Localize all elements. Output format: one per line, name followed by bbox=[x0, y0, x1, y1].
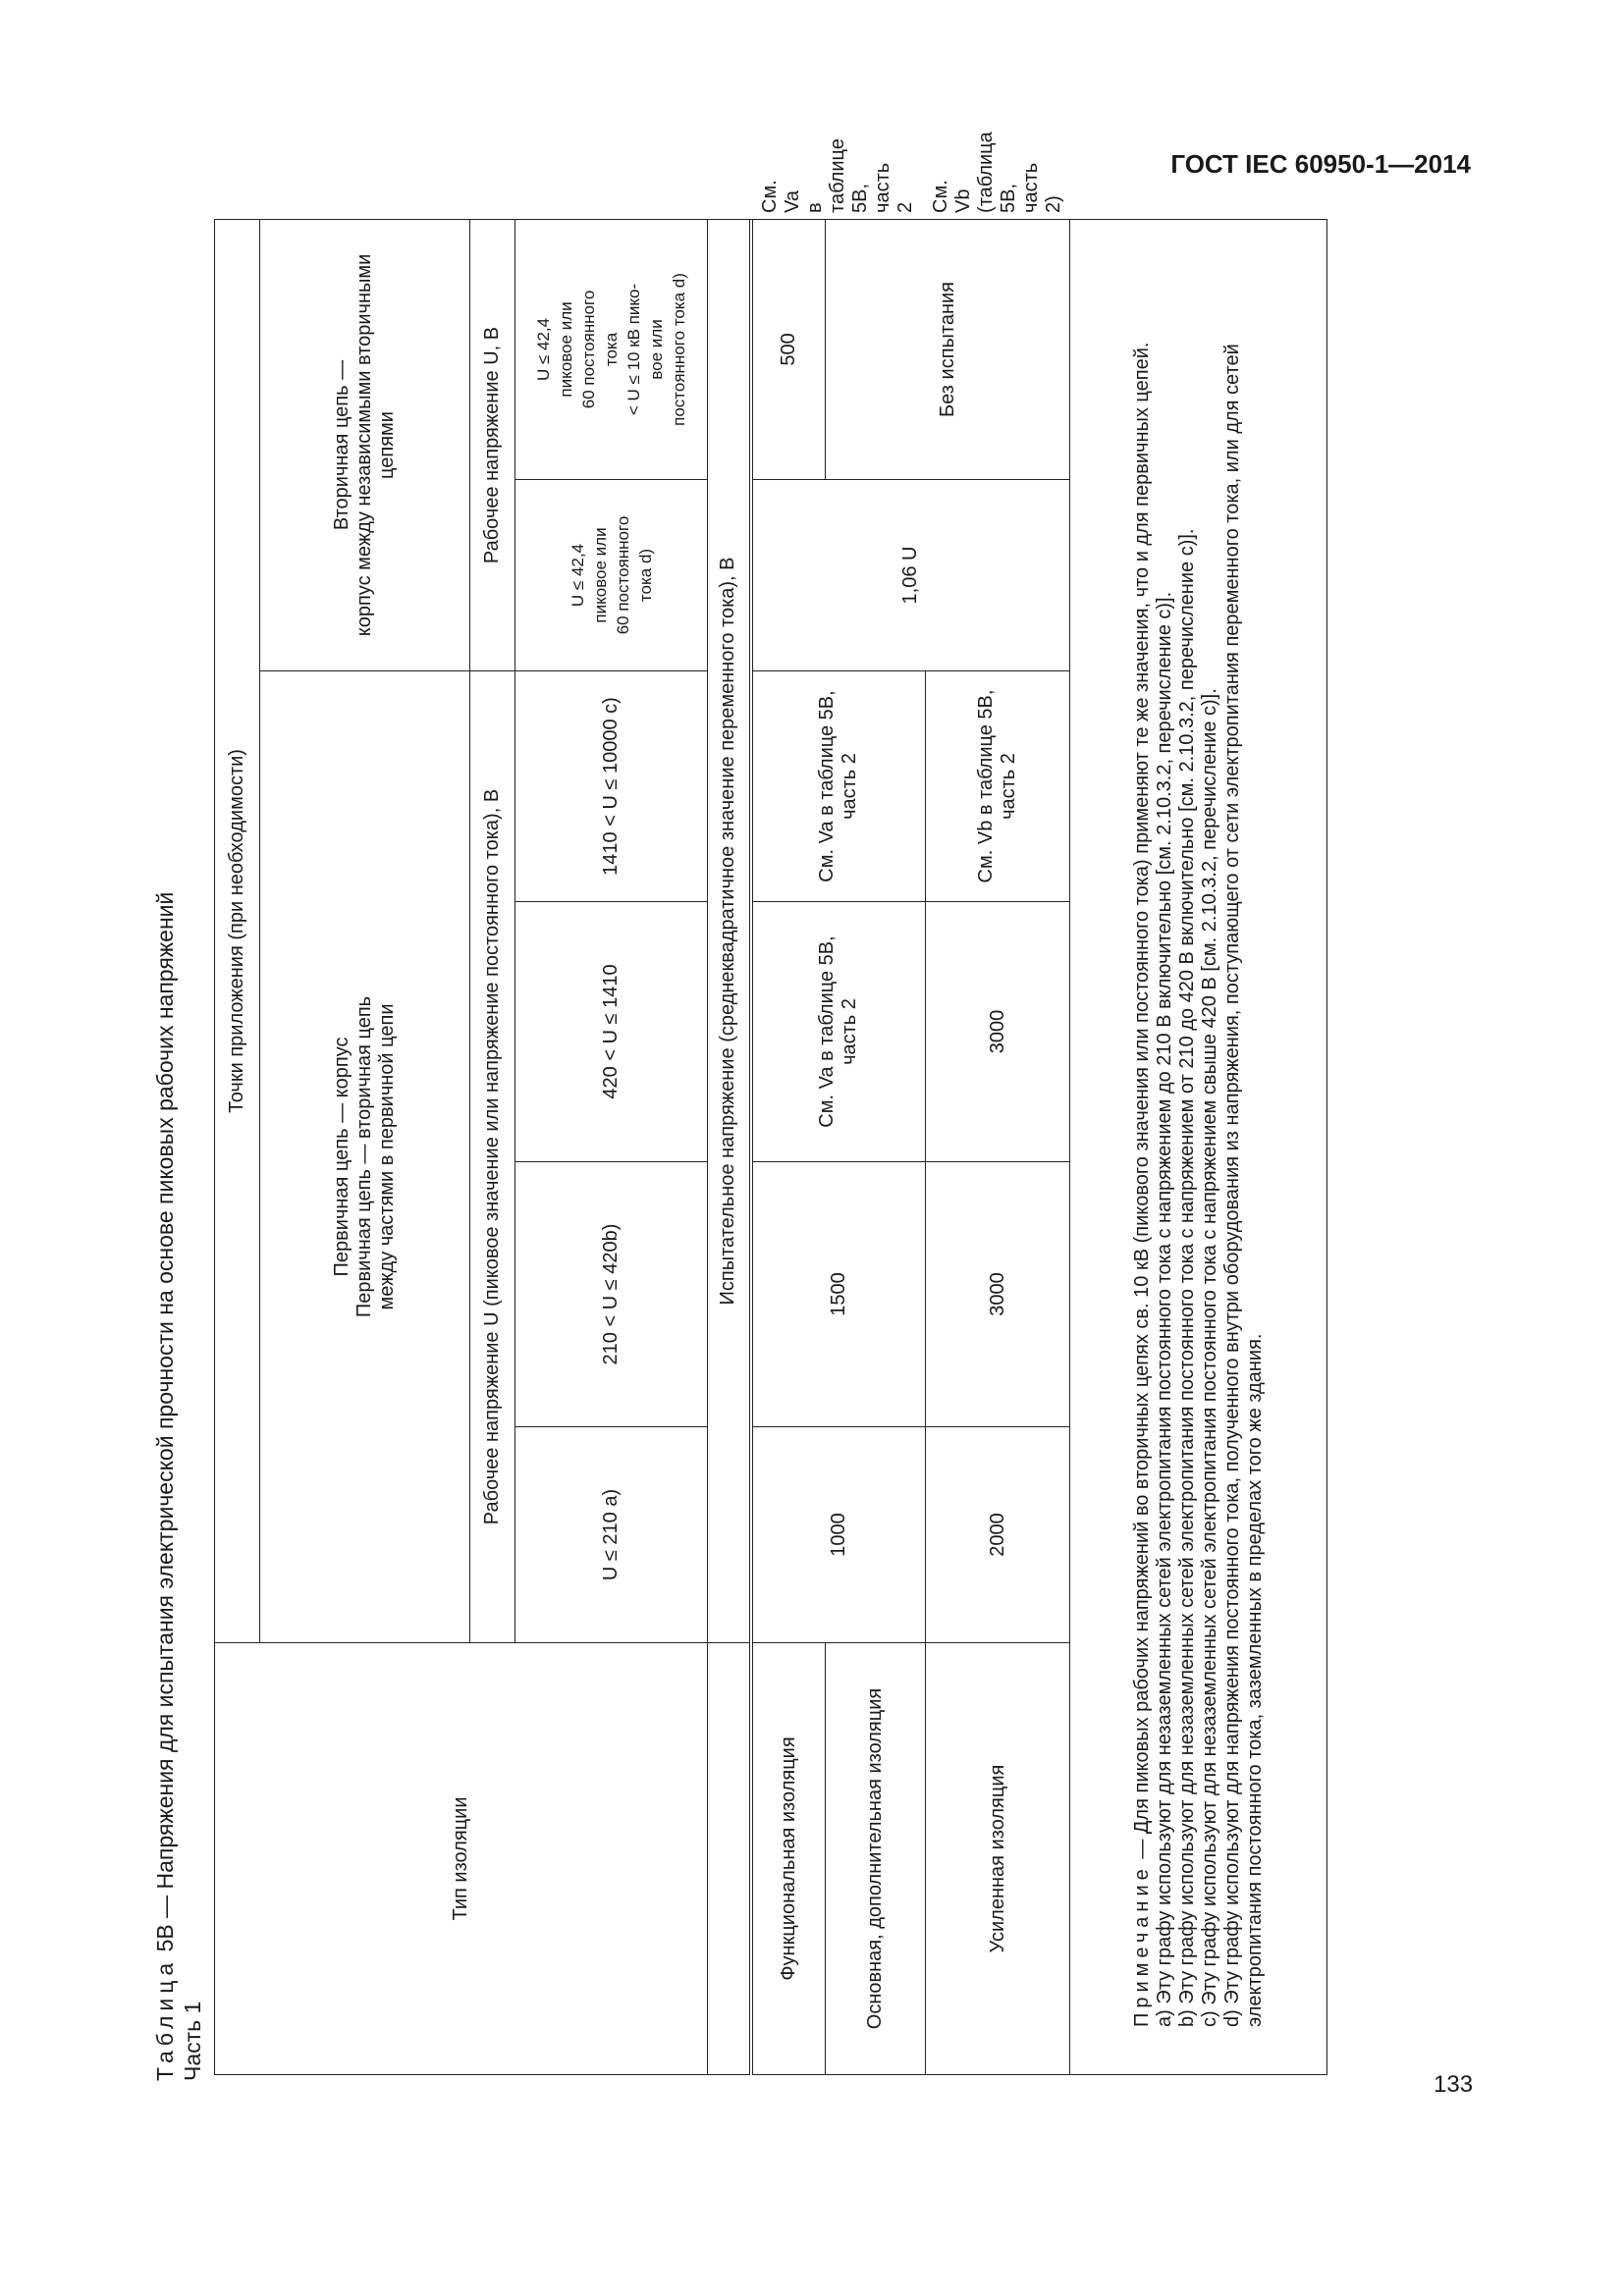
primary-circuit-header: Первичная цепь — корпус Первичная цепь — вторичная цепь между частями в первичной цепи bbox=[260, 671, 470, 1643]
cell-reinforced-r4: См. Vb в таблице 5В, часть 2 bbox=[926, 671, 1070, 902]
table-title-text: 5В — Напряжения для испытания электрической прочности на основе пиковых рабочих напряжений bbox=[152, 891, 178, 1952]
cell-functional-basic-r3: См. Va в таблице 5В, часть 2 bbox=[751, 902, 926, 1162]
range-u-le-210: U ≤ 210 a) bbox=[515, 1427, 708, 1643]
cell-functional-sec-low: 500 bbox=[751, 219, 826, 479]
cell-functional-basic-r4: См. Va в таблице 5В, часть 2 bbox=[751, 671, 926, 902]
footnote-d: d) Эту графу используют для напряжения постоянного тока, полученного внутри оборудования из напряжения, поступающего от сети электропитания переменного тока, или для сетей электропитания постоянного тока, заземленных в пределах того же здания. bbox=[1220, 344, 1266, 2027]
range-420-1410: 420 < U ≤ 1410 bbox=[515, 902, 708, 1162]
secondary-circuit-header: Вторичная цепь — корпус между независимыми вторичными цепями bbox=[260, 219, 470, 670]
footnote-c: c) Эту графу используют для незаземленных сетей электропитания постоянного тока с напряжением свыше 420 В [см. 2.10.3.2, перечисление с)]. bbox=[1198, 688, 1220, 2027]
footnote-b: b) Эту графу используют для незаземленных сетей электропитания постоянного тока с напряжением от 210 до 420 В включительно [см. 2.10.3.2, перечисление с)]. bbox=[1175, 528, 1198, 2027]
test-voltage-header: Испытательное напряжение (среднеквадратичное значение переменного тока), В bbox=[708, 219, 751, 1642]
table-label: Таблица bbox=[152, 1957, 178, 2081]
voltage-table: Тип изоляции Точки приложения (при необходимости) Первичная цепь — корпус Первичная цепь — вторичная цепь между частями в первичной цепи Вторичная цепь — корпус между независимыми вторичными цепями Рабочее напряжение U (пиковое значение или напряжение постоянного тока), В Рабочее напряжение U, В U ≤ 210 a) 210 < U ≤ 420b) 420 < U ≤ 1410 1410 < U ≤ 10000 c) U ≤ 42,4 пиковое или 60 постоянного тока d) U ≤ 42,4 пиковое или 60 постоянного тока < U ≤ 10 кВ пико- вое или постоянного тока d) Испытательное напряжение (среднеквадратичное значение переменного тока), В Функциональная изоляция 1000 1500 См. Va в таблице 5В, часть 2 См. Va в таблице 5В, часть 2 1,06 U 500 См. Va в таблице 5В, часть 2 Основная, дополнительная изоляция Без испытания Усиленная изоляция 2000 3000 3000 См. Vb в таблице 5В, часть 2 См. Vb (таблица 5В, часть 2) Примечание — Для пиковых рабочих напряжений во вторичных цепях св. 10 кВ (пикового значения или постоянного тока) применяют те же значения, что и для первичных цепей. a) Эту графу используют для незаземленных сетей электропитания постоянного тока с напряжением до 210 В включительно [см. 2.10.3.2, перечисление с)]. b) Эту графу используют для незаземленных сетей электропитания постоянного тока с напряжением от 210 до 420 В включительно [см. 2.10.3.2, перечисление с)]. c) Эту графу используют для незаземленных сетей электропитания постоянного тока с напряжением свыше 420 В [см. 2.10.3.2, перечисление с)]. d) Эту графу используют для напряжения постоянного тока, полученного внутри оборудования из напряжения, поступающего от сети электропитания переменного тока, или для сетей электропитания постоянного тока, заземленных в пределах того же здания. bbox=[214, 219, 1327, 2075]
working-voltage-secondary-header: Рабочее напряжение U, В bbox=[470, 219, 515, 670]
cell-functional-basic-r1: 1000 bbox=[751, 1427, 926, 1643]
application-points-header: Точки приложения (при необходимости) bbox=[215, 219, 260, 1642]
cell-reinforced-r3: 3000 bbox=[926, 902, 1070, 1162]
range-1410-10000: 1410 < U ≤ 10000 c) bbox=[515, 671, 708, 902]
working-voltage-primary-header: Рабочее напряжение U (пиковое значение или напряжение постоянного тока), В bbox=[470, 671, 515, 1643]
table-notes bbox=[1070, 219, 1327, 2074]
note-label: Примечание bbox=[1130, 1864, 1153, 2027]
standard-designation: ГОСТ IEC 60950-1—2014 bbox=[1170, 149, 1471, 179]
insulation-type-header: Тип изоляции bbox=[215, 1643, 708, 2075]
note-text: — Для пиковых рабочих напряжений во вторичных цепях св. 10 кВ (пикового значения или постоянного тока) применяют те же значения, что и для первичных цепей. bbox=[1130, 342, 1153, 1859]
range-210-420: 210 < U ≤ 420b) bbox=[515, 1162, 708, 1427]
cell-1-06-u: 1,06 U bbox=[751, 480, 1070, 671]
row-label-basic: Основная, дополнительная изоляция bbox=[826, 1643, 926, 2075]
cell-no-test: Без испытания bbox=[826, 219, 1070, 479]
footnote-a: a) Эту графу используют для незаземленных сетей электропитания постоянного тока с напряжением до 210 В включительно [см. 2.10.3.2, перечисление с)]. bbox=[1153, 591, 1175, 2027]
cell-reinforced-r1: 2000 bbox=[926, 1427, 1070, 1643]
cell-functional-basic-r2: 1500 bbox=[751, 1162, 926, 1427]
empty-cell bbox=[708, 1643, 751, 2075]
cell-reinforced-r2: 3000 bbox=[926, 1162, 1070, 1427]
range-secondary-high: U ≤ 42,4 пиковое или 60 постоянного тока < U ≤ 10 кВ пико- вое или постоянного тока d) bbox=[515, 219, 708, 479]
row-label-reinforced: Усиленная изоляция bbox=[926, 1643, 1070, 2075]
table-part: Часть 1 bbox=[180, 2001, 205, 2081]
row-label-functional: Функциональная изоляция bbox=[751, 1643, 826, 2075]
range-secondary-low: U ≤ 42,4 пиковое или 60 постоянного тока d) bbox=[515, 480, 708, 671]
page-number: 133 bbox=[1434, 2071, 1474, 2098]
table-title bbox=[151, 892, 206, 2081]
